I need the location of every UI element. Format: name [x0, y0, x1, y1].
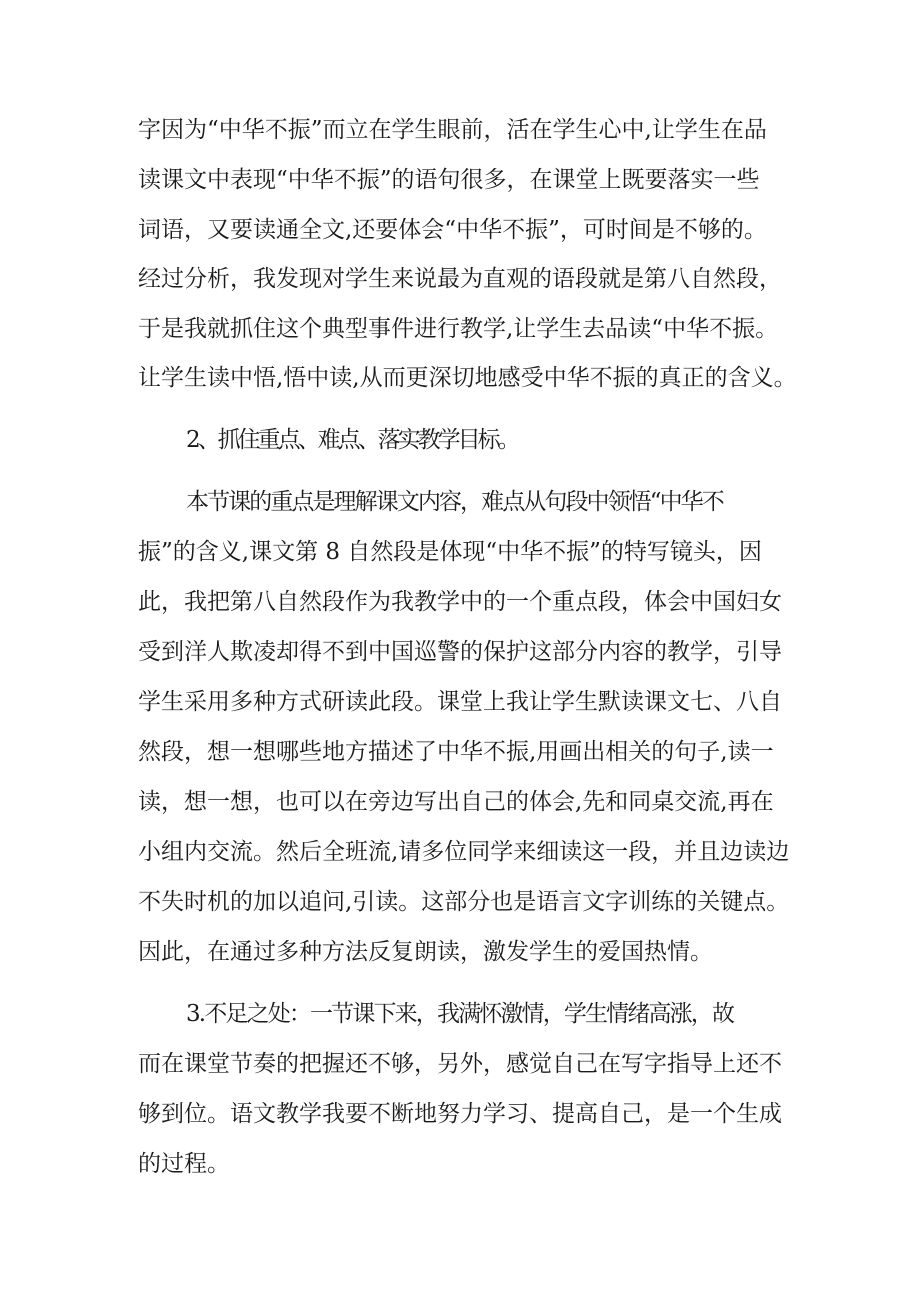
para1-line-3: 词语，又要读通全文,还要体会“中华不振”，可时间是不够的。 — [138, 217, 767, 243]
para2-line-1: 本节课的重点是理解课文内容，难点从句段中领悟“中华不 — [186, 489, 723, 515]
para2-line-10: 因此，在通过多种方法反复朗读，激发学生的爱国热情。 — [138, 939, 713, 965]
para2-line-5: 学生采用多种方式研读此段。课堂上我让学生默读课文七、八自 — [138, 689, 782, 715]
para2-line-9: 不失时机的加以追问,引读。这部分也是语言文字训练的关键点。 — [138, 889, 790, 915]
para2-line-4: 受到洋人欺凌却得不到中国巡警的保护这部分内容的教学，引导 — [138, 639, 782, 665]
para2-line-6: 然段，想一想哪些地方描述了中华不振,用画出相关的句子,读一 — [138, 739, 774, 765]
para3-line-4: 的过程。 — [138, 1151, 230, 1177]
para1-line-2: 读课文中表现“中华不振”的语句很多，在课堂上既要落实一些 — [138, 167, 760, 193]
para2-line-3: 此，我把第八自然段作为我教学中的一个重点段，体会中国妇女 — [138, 589, 782, 615]
para1-line-4: 经过分析，我发现对学生来说最为直观的语段就是第八自然段， — [138, 266, 782, 292]
para2-line-7: 读，想一想，也可以在旁边写出自己的体会,先和同桌交流,再在 — [138, 789, 774, 815]
para3-line-2: 而在课堂节奏的把握还不够，另外，感觉自己在写字指导上还不 — [138, 1051, 782, 1077]
para1-line-5: 于是我就抓住这个典型事件进行教学,让学生去品读“中华不振。 — [138, 316, 779, 342]
para2-line-8: 小组内交流。然后全班流,请多位同学来细读这一段，并且边读边 — [138, 839, 790, 865]
para3-line-3: 够到位。语文教学我要不断地努力学习、提高自己，是一个生成 — [138, 1101, 782, 1127]
para1-line-1: 字因为“中华不振”而立在学生眼前，活在学生心中,让学生在品 — [138, 117, 767, 143]
section-heading-2: 2、抓住重点、难点、落实教学目标。 — [186, 427, 518, 453]
para2-line-2: 振”的含义,课文第 8 自然段是体现“中华不振”的特写镜头，因 — [138, 539, 762, 565]
para3-line-1: 3.不足之处：一节课下来，我满怀激情，学生情绪高涨，故 — [186, 1001, 734, 1027]
para1-line-6: 让学生读中悟,悟中读,从而更深切地感受中华不振的真正的含义。 — [138, 365, 797, 391]
